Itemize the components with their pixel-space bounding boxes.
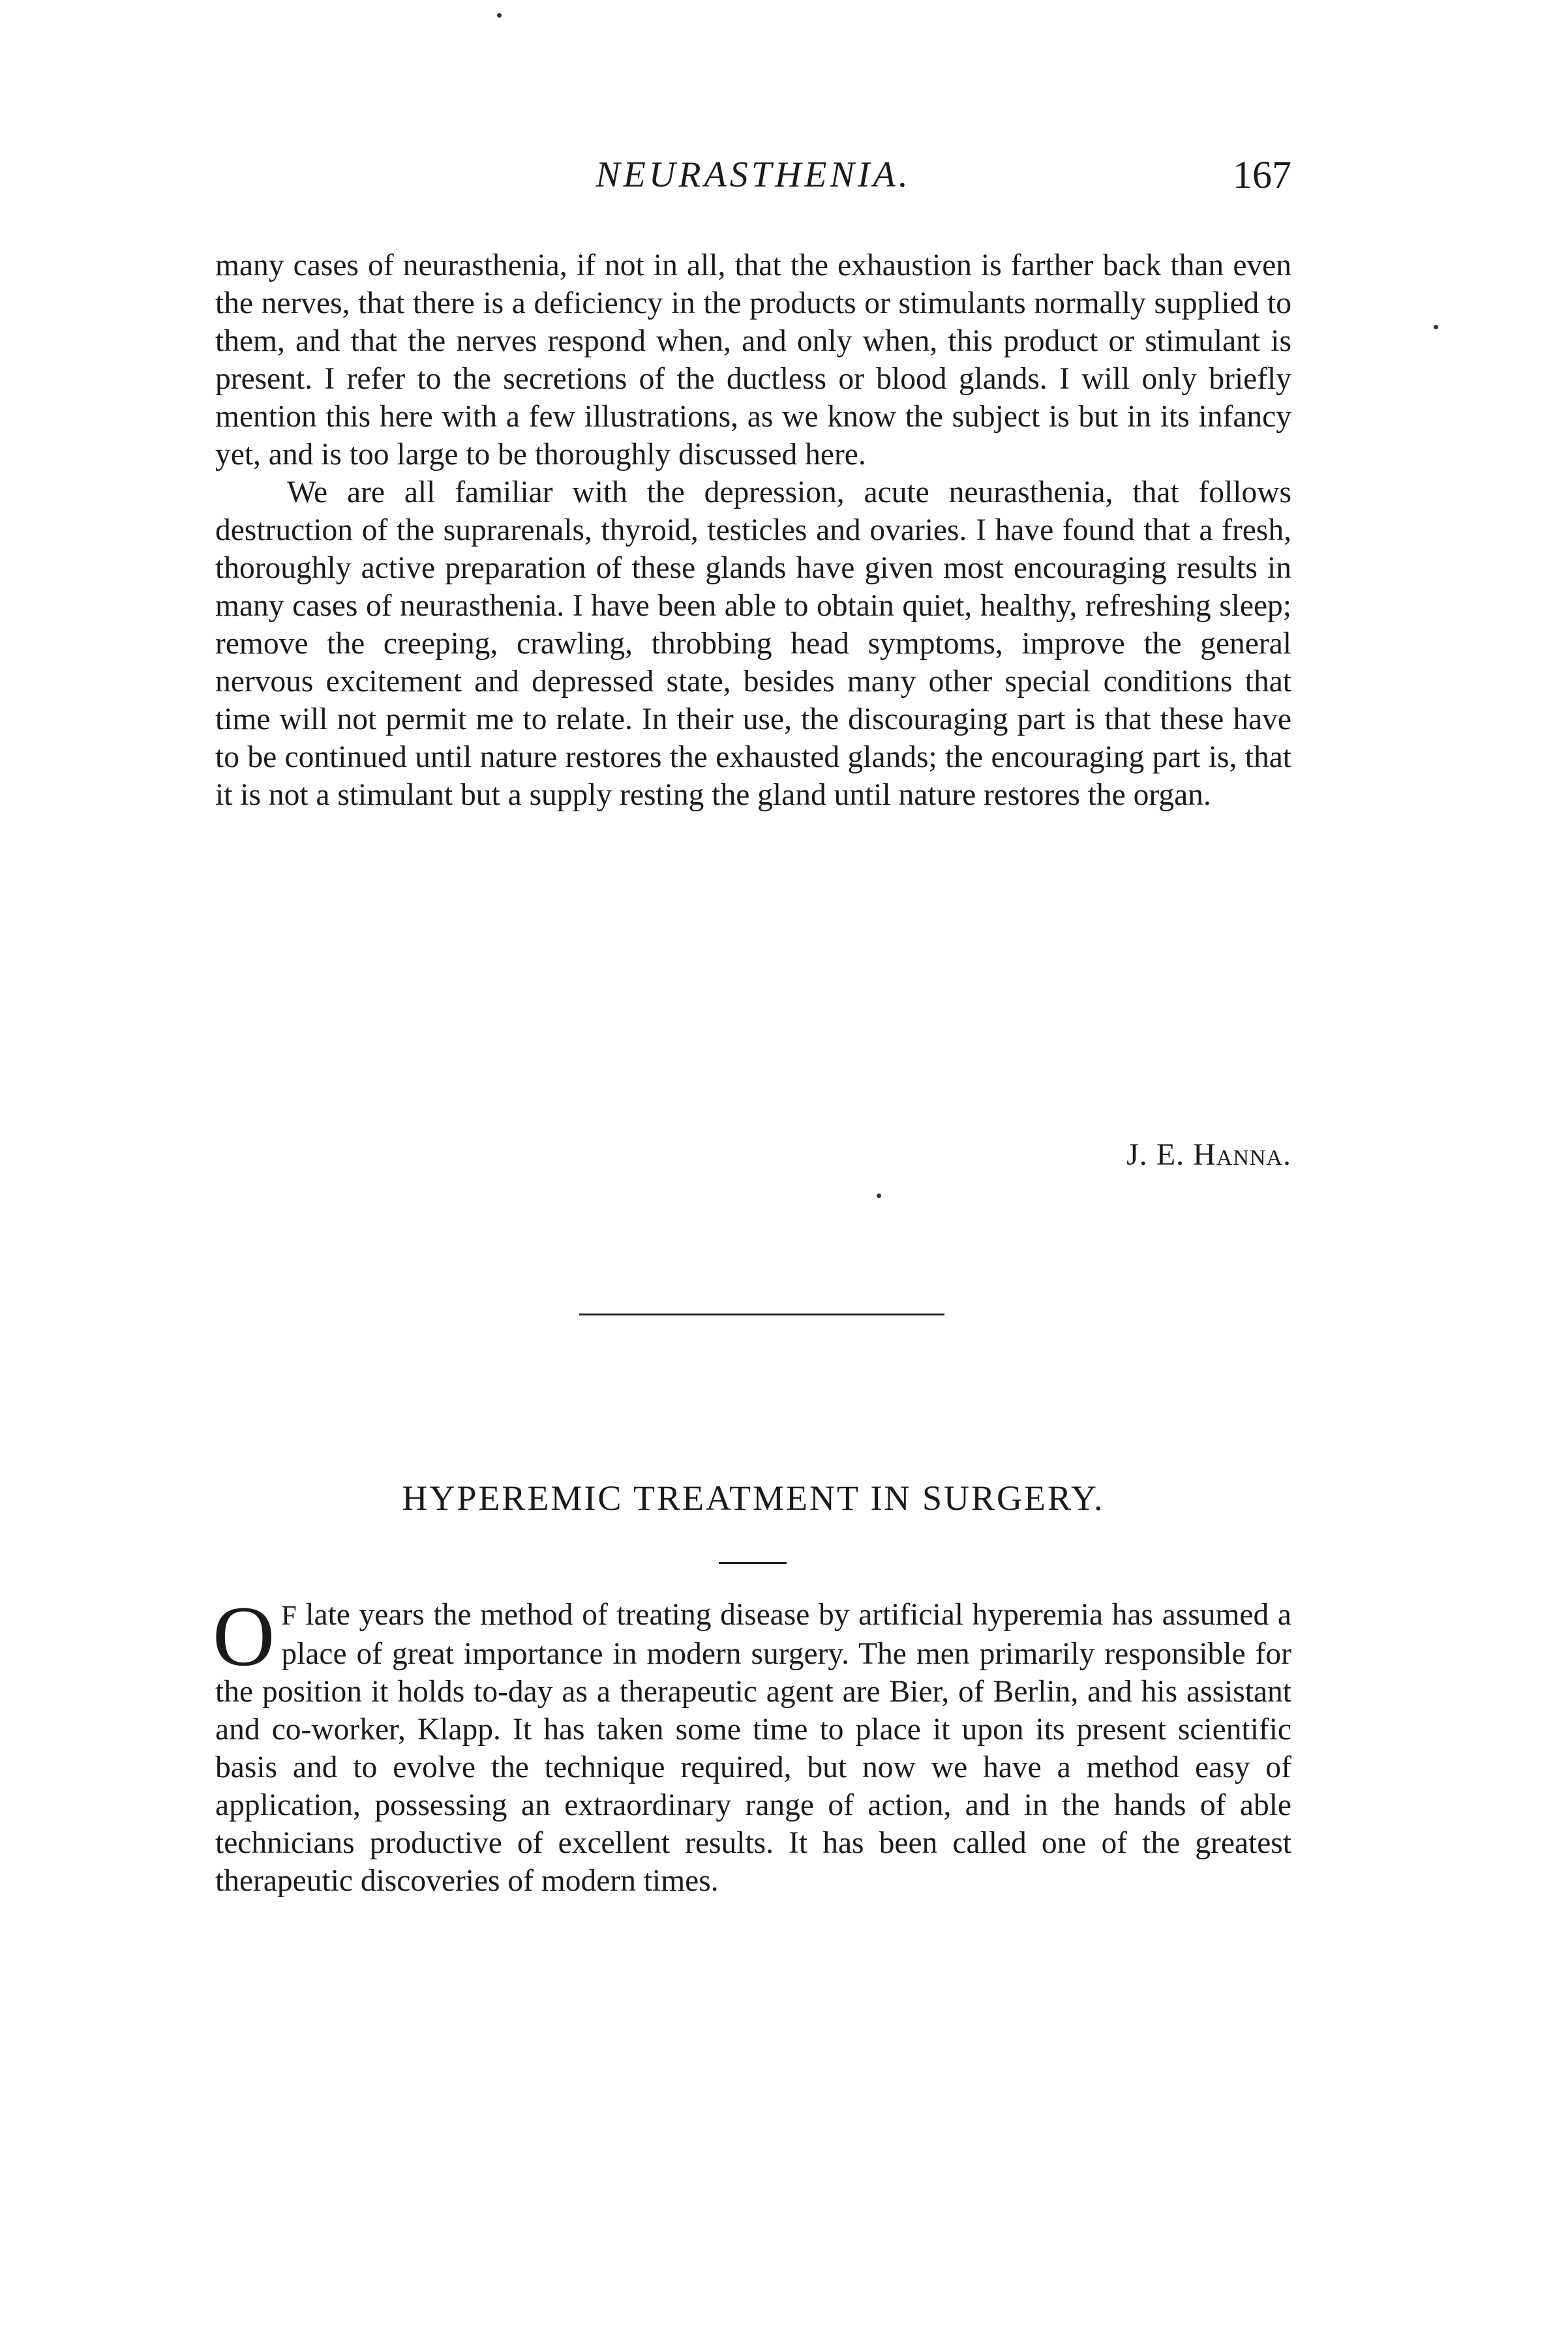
signature-initials: J. E. xyxy=(1126,1137,1185,1172)
drop-cap: O xyxy=(213,1588,275,1684)
printer-mark-dot xyxy=(877,1194,881,1198)
author-signature xyxy=(1126,1136,1291,1174)
page-number: 167 xyxy=(1233,153,1291,196)
running-title: NEURASTHENIA. xyxy=(596,155,911,195)
title-rule xyxy=(719,1562,787,1564)
first-word-rest: F xyxy=(281,1601,297,1631)
article-title: HYPEREMIC TREATMENT IN SURGERY. xyxy=(402,1479,1105,1518)
article-hyperemic-body xyxy=(213,1588,1291,1900)
body-paragraph: many cases of neurasthenia, if not in all, that the exhaustion is farther back than even the nerves, that there is a deficiency in the products or stimulants normally supplied to them, and that the nerves respond when, and only when, this product or stimulant is present. I refer to the secretions of the ductless or blood glands. I will only briefly mention this here with a few illustrations, as we know the subject is but in its infancy yet, and is too large to be thoroughly discussed here. xyxy=(215,248,1291,472)
section-divider xyxy=(579,1314,944,1315)
printer-mark-dot xyxy=(497,13,502,18)
printer-mark-dot xyxy=(1434,325,1438,329)
signature-name: Hanna. xyxy=(1193,1137,1291,1172)
article-neurasthenia-body xyxy=(215,247,1291,814)
body-paragraph xyxy=(213,1588,1291,1900)
body-paragraph: We are all familiar with the depression, acute neurasthenia, that follows destruction of the suprarenals, thyroid, testicles and ovaries. I have found that a fresh, thoroughly active preparation of these glands have given most encouraging results in many cases of neurasthenia. I have been able to obtain quiet, healthy, refreshing sleep; remove the creeping, crawling, throbbing head symptoms, improve the general nervous excitement and depressed state, besides many other special conditions that time will not permit me to relate. In their use, the discouraging part is that these have to be continued until nature restores the exhausted glands; the encouraging part is, that it is not a stimulant but a supply resting the gland until nature restores the organ. xyxy=(215,475,1291,812)
paragraph-text: late years the method of treating disease by artificial hyperemia has assumed a place of great importance in modern surgery. The men primarily responsible for the position it holds to-day as a therapeutic agent are Bier, of Berlin, and his assistant and co-worker, Klapp. It has taken some time to place it upon its present scientific basis and to evolve the technique required, but now we have a method easy of application, possessing an extraordinary range of action, and in the hands of able technicians productive of excellent results. It has been called one of the greatest therapeutic discoveries of modern times. xyxy=(215,1598,1291,1898)
running-head xyxy=(215,154,1291,206)
